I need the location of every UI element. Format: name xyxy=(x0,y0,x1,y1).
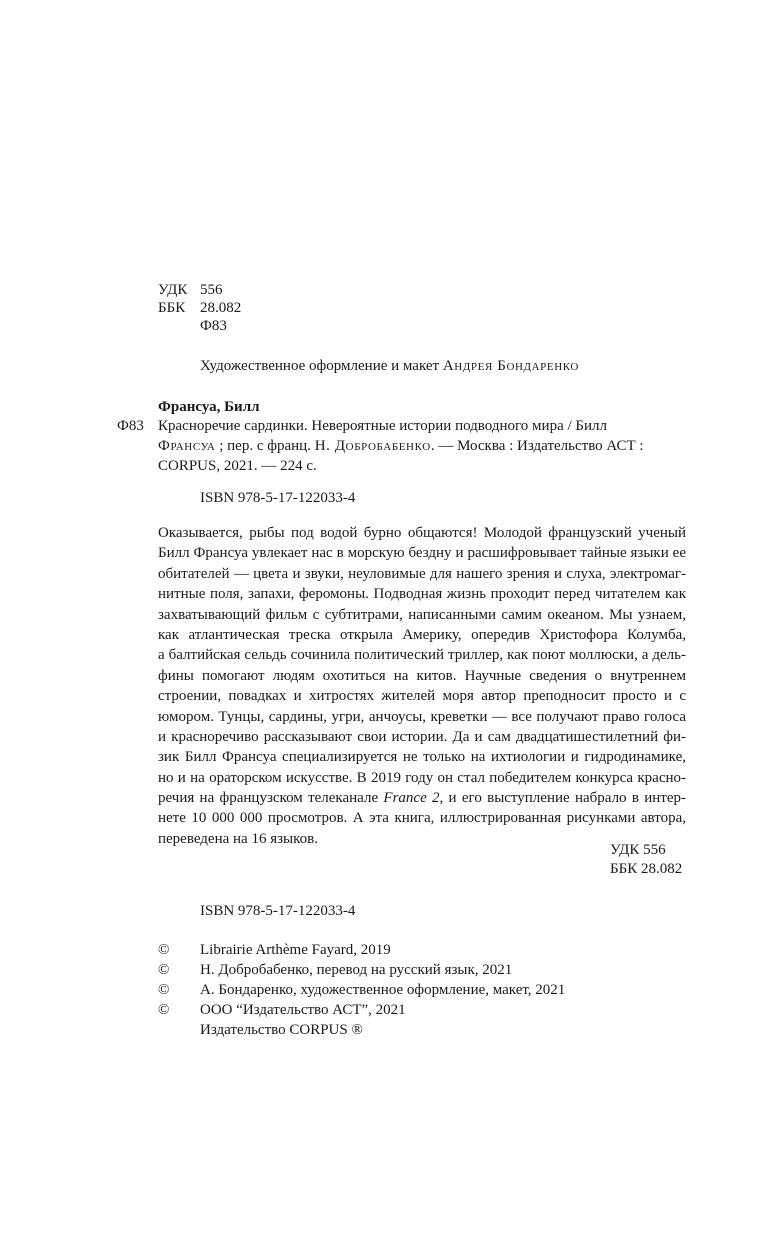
copyright-entry: © А. Бондаренко, художественное оформление, макет, 2021 xyxy=(158,981,565,1001)
translator-name: Н. Добробабенко xyxy=(314,438,431,454)
bbk-value: 28.082 xyxy=(200,300,242,316)
bbk-label: ББК xyxy=(158,300,186,316)
copyright-icon: © xyxy=(158,962,170,978)
annotation-line: фины помогают людям охотиться на китов. Научные сведения о внутреннем xyxy=(158,667,686,684)
annotation-line: речия на французском телеканале France 2, и его выступление набрало в интер- xyxy=(158,790,686,807)
credits-prefix: Художественное оформление и макет xyxy=(200,358,443,374)
cutter-mark: Ф83 xyxy=(117,418,144,434)
copyright-entry: © Librairie Arthème Fayard, 2019 xyxy=(158,941,565,961)
author-heading: Франсуа, Билл xyxy=(158,399,260,415)
copyright-entry: © ООО “Издательство АСТ”, 2021 xyxy=(158,1001,565,1021)
udk-value: 556 xyxy=(200,282,223,298)
annotation-line: строении, повадках и хитростях жителей моря автор преподносит просто и с xyxy=(158,688,686,705)
copyright-icon: © xyxy=(158,942,170,958)
annotation-paragraph xyxy=(158,523,686,849)
annotation-line: зик Билл Франсуа специализируется не только на ихтиологии и гидродинамике, xyxy=(158,749,686,766)
design-credits xyxy=(200,357,579,375)
annotation-line: Оказывается, рыбы под водой бурно общаются! Молодой французский ученый xyxy=(158,525,686,541)
isbn-top: ISBN 978-5-17-122033-4 xyxy=(200,490,356,506)
annotation-line-last: переведена на 16 языков. xyxy=(158,830,318,847)
udk-label: УДК xyxy=(158,282,188,298)
biblio-line-2: Франсуа ; пер. с франц. Н. Добробабенко. — Москва : Издательство АСТ : xyxy=(158,438,644,454)
annotation-line: нитные поля, запахи, феромоны. Подводная жизнь проходит перед читателем как xyxy=(158,586,686,603)
author-surname: Франсуа xyxy=(158,438,216,454)
classification-codes xyxy=(158,281,241,335)
copyright-icon: © xyxy=(158,1002,170,1018)
cutter-code: Ф83 xyxy=(200,318,227,334)
annotation-line: но и на ораторском искусстве. В 2019 году он стал победителем конкурса красно- xyxy=(158,769,686,786)
biblio-line-3: CORPUS, 2021. — 224 с. xyxy=(158,458,317,474)
annotation-line: как атлантическая треска открыла Америку, опередив Христофора Колумба, xyxy=(158,626,686,643)
tv-channel-name: France 2 xyxy=(383,790,440,807)
annotation-line: а балтийская сельдь сочинила политический триллер, как поют моллюски, а дель- xyxy=(158,647,686,664)
cutter-row xyxy=(158,317,241,335)
isbn-bottom: ISBN 978-5-17-122033-4 xyxy=(200,903,356,919)
copyright-icon: © xyxy=(158,982,170,998)
annotation-line: обитателей — цвета и звуки, неуловимые для нашего зрения и слуха, электромаг- xyxy=(158,565,686,582)
biblio-line-1: Красноречие сардинки. Невероятные истории подводного мира / Билл xyxy=(158,418,608,434)
designer-name: Андрея Бондаренко xyxy=(442,358,579,374)
bbk-row xyxy=(158,299,241,317)
annotation-line: нете 10 000 000 просмотров. А эта книга, иллюстрированная рисунками автора, xyxy=(158,810,686,827)
annotation-line: захватывающий фильм с субтитрами, написанными самим океаном. Мы узнаем, xyxy=(158,606,686,623)
bbk-right: ББК 28.082 xyxy=(610,861,683,877)
annotation-line: Билл Франсуа увлекает нас в морскую бездну и расшифровывает тайные языки ее xyxy=(158,545,686,562)
bibliographic-description xyxy=(158,417,688,477)
udk-row xyxy=(158,281,241,299)
classification-codes-right xyxy=(610,841,682,879)
copyright-entry: © Н. Добробабенко, перевод на русский язык, 2021 xyxy=(158,961,565,981)
annotation-line: юмором. Тунцы, сардины, угри, анчоусы, креветки — все получают право голоса xyxy=(158,708,686,725)
annotation-line: и красноречиво рассказывают свои истории. Да и сам двадцатишестилетний фи- xyxy=(158,728,686,745)
publisher-line: Издательство CORPUS ® xyxy=(200,1022,363,1038)
udk-right: УДК 556 xyxy=(610,842,666,858)
copyright-block xyxy=(158,941,565,1041)
